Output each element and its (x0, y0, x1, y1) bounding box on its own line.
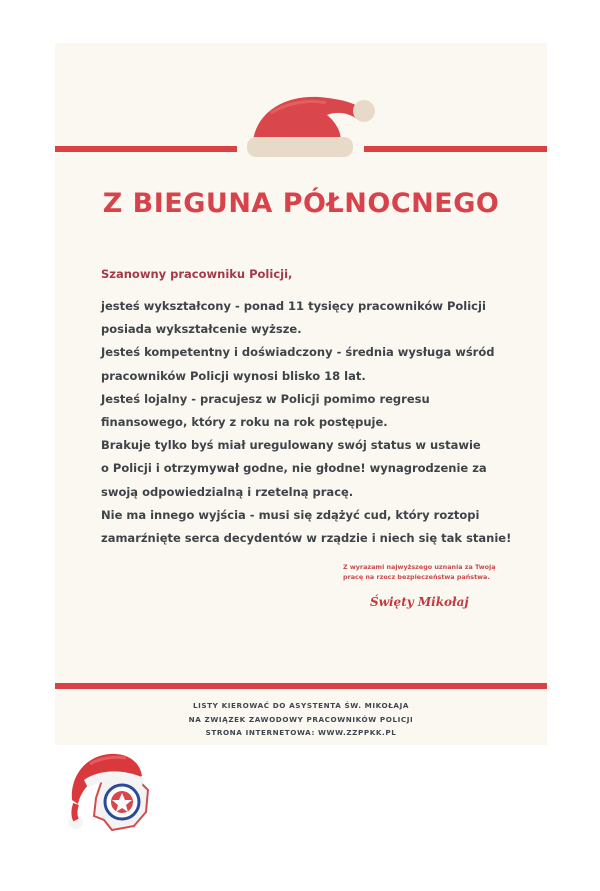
bottom-rule (55, 683, 547, 689)
body-line: Brakuje tylko byś miał uregulowany swój status w ustawie (101, 438, 481, 453)
greeting: Szanowny pracowniku Policji, (101, 267, 293, 281)
body-line: swoją odpowiedzialną i rzetelną pracę. (101, 484, 354, 499)
signature: Święty Mikołaj (370, 595, 469, 609)
footer-line: STRONA INTERNETOWA: WWW.ZZPPKK.PL (205, 728, 397, 737)
closing-note-line: Z wyrazami najwyższego uznania za Twoją (343, 563, 496, 571)
letter-title: Z BIEGUNA PÓŁNOCNEGO (102, 188, 500, 219)
union-logo-with-santa-hat (64, 750, 154, 838)
letter-page (55, 43, 547, 745)
santa-hat-icon (241, 93, 381, 163)
top-right-rule (364, 146, 547, 152)
body-line: zamarźnięte serca decydentów w rządzie i niech się tak stanie! (101, 531, 512, 546)
body-line: Jesteś kompetentny i doświadczony - średnia wysługa wśród (101, 345, 495, 360)
body-line: o Policji i otrzymywał godne, nie głodne! wynagrodzenie za (101, 461, 487, 476)
body-line: finansowego, który z roku na rok postępuje. (101, 415, 388, 430)
body-line: Nie ma innego wyjścia - musi się zdążyć cud, który roztopi (101, 507, 480, 522)
closing-note-line: pracę na rzecz bezpieczeństwa państwa. (343, 573, 490, 581)
footer (55, 699, 547, 740)
body-line: posiada wykształcenie wyższe. (101, 322, 302, 337)
body-line: pracowników Policji wynosi blisko 18 lat. (101, 368, 366, 383)
body-line: jesteś wykształcony - ponad 11 tysięcy pracowników Policji (101, 299, 486, 313)
closing-note (343, 562, 496, 582)
footer-line: LISTY KIEROWAĆ DO ASYSTENTA ŚW. MIKOŁAJA (192, 701, 410, 710)
letter-body (101, 295, 521, 550)
footer-line: NA ZWIĄZEK ZAWODOWY PRACOWNIKÓW POLICJI (188, 714, 414, 724)
body-line: Jesteś lojalny - pracujesz w Policji pomimo regresu (101, 391, 430, 406)
top-left-rule (55, 146, 237, 152)
